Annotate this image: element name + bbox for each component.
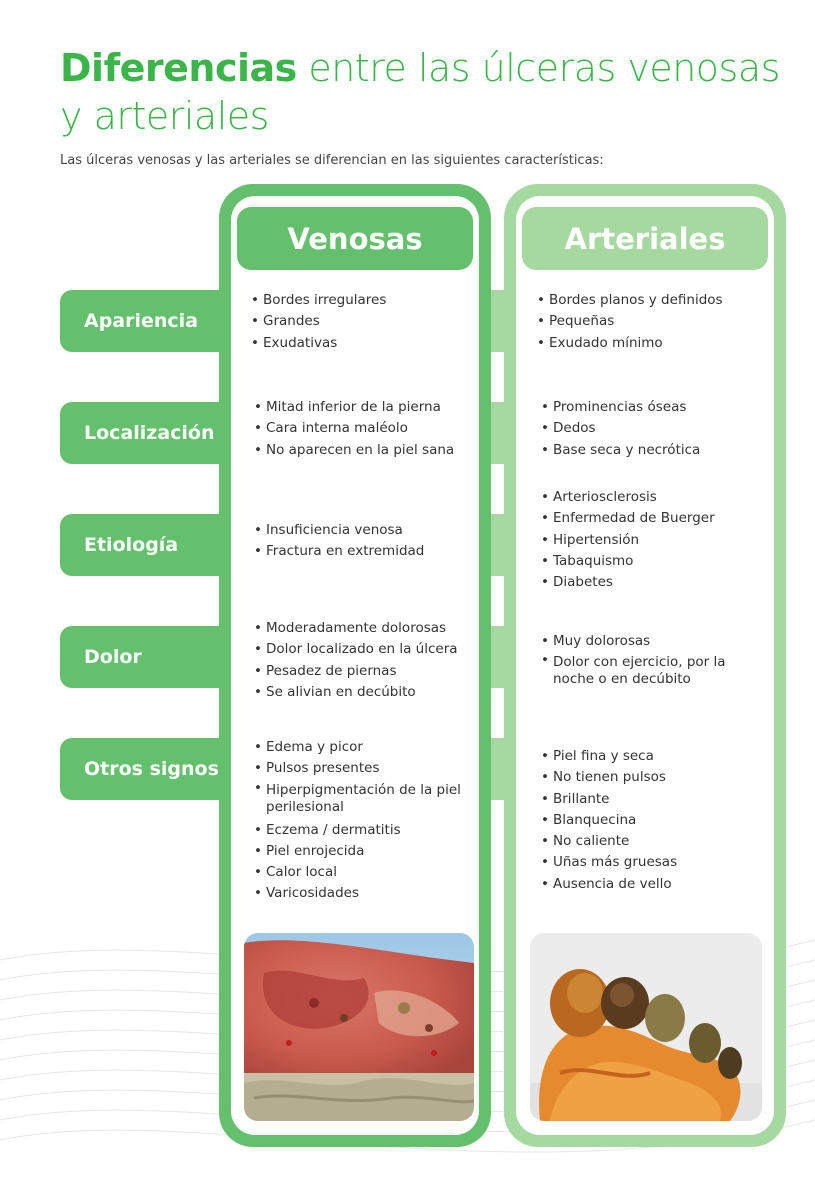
list-item: • Fractura en extremidad [254,541,474,562]
list-item: • Varicosidades [254,883,469,904]
list-item: • Bordes irregulares [251,290,471,311]
list-item: • No tienen pulsos [541,767,771,788]
venosas-dolor-list [254,618,474,703]
list-item: • No caliente [541,831,771,852]
list-item: • Blanquecina [541,810,771,831]
arterial-ulcer-photo [530,933,762,1121]
list-item: • Pesadez de piernas [254,661,474,682]
list-item: • Muy dolorosas [541,631,731,652]
row-label-localizacion: Localización [60,402,220,464]
page-title [60,44,800,140]
title-rest: entre las úlceras venosas y arteriales [60,46,780,138]
list-item: • Eczema / dermatitis [254,820,469,841]
list-item: • Exudativas [251,333,471,354]
row-label-apariencia: Apariencia [60,290,220,352]
list-item: • Insuficiencia venosa [254,520,474,541]
title-bold: Diferencias [60,46,297,90]
list-item: • No aparecen en la piel sana [254,440,474,461]
page-subtitle: Las úlceras venosas y las arteriales se diferencian en las siguientes características: [60,153,604,168]
list-item: • Moderadamente dolorosas [254,618,474,639]
list-item: • Ausencia de vello [541,874,771,895]
venosas-otros-signos-list [254,737,469,905]
arteriales-etiologia-list [541,487,771,593]
list-item: • Hiperpigmentación de la piel perilesional [254,780,469,820]
list-item: • Exudado mínimo [537,333,767,354]
arteriales-otros-signos-list [541,746,771,895]
list-item: • Se alivian en decúbito [254,682,474,703]
list-item: • Edema y picor [254,737,469,758]
venous-ulcer-photo [244,933,474,1121]
venosas-header: Venosas [237,207,473,270]
list-item: • Bordes planos y definidos [537,290,767,311]
list-item: • Piel fina y seca [541,746,771,767]
list-item: • Dolor con ejercicio, por la noche o en decúbito [541,652,731,688]
row-label-etiologia: Etiología [60,514,220,576]
list-item: • Prominencias óseas [541,397,771,418]
venosas-localizacion-list [254,397,474,461]
list-item: • Tabaquismo [541,551,771,572]
venosas-etiologia-list [254,520,474,563]
list-item: • Dolor localizado en la úlcera [254,639,474,660]
list-item: • Brillante [541,789,771,810]
list-item: • Grandes [251,311,471,332]
list-item: • Dedos [541,418,771,439]
list-item: • Cara interna maléolo [254,418,474,439]
list-item: • Base seca y necrótica [541,440,771,461]
list-item: • Piel enrojecida [254,841,469,862]
list-item: • Pulsos presentes [254,758,469,779]
list-item: • Calor local [254,862,469,883]
list-item: • Uñas más gruesas [541,852,771,873]
venosas-apariencia-list [251,290,471,354]
row-label-dolor: Dolor [60,626,220,688]
list-item: • Enfermedad de Buerger [541,508,771,529]
row-label-otros-signos: Otros signos [60,738,220,800]
list-item: • Diabetes [541,572,771,593]
list-item: • Arteriosclerosis [541,487,771,508]
list-item: • Mitad inferior de la pierna [254,397,474,418]
list-item: • Pequeñas [537,311,767,332]
arteriales-localizacion-list [541,397,771,461]
arteriales-header: Arteriales [522,207,768,270]
arteriales-apariencia-list [537,290,767,354]
arteriales-dolor-list [541,631,731,688]
list-item: • Hipertensión [541,530,771,551]
